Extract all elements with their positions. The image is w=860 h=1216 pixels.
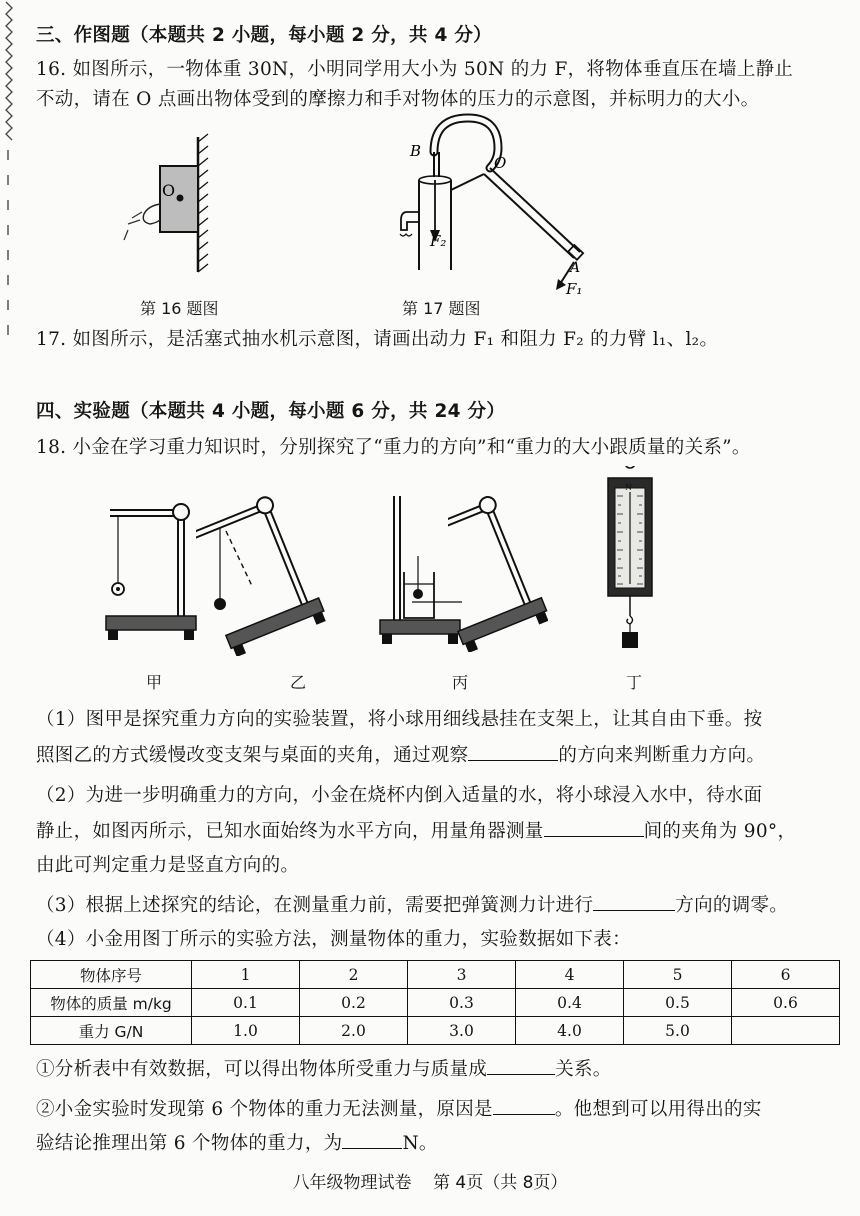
q16-text-line1: 16. 如图所示，一物体重 30N，小明同学用大小为 50N 的力 F，将物体垂直压在墙上静止 — [36, 59, 794, 80]
q18-part2-line1: （2）为进一步明确重力的方向，小金在烧杯内倒入适量的水，将小球浸入水中，待水面 — [36, 785, 763, 806]
table-cell: 2 — [300, 961, 408, 989]
figure-jia-vertical-stand — [96, 468, 206, 648]
q18-part1-line2: 照图乙的方式缓慢改变支架与桌面的夹角，通过观察 的方向来判断重力方向。 — [36, 742, 820, 770]
q18-part1-line1: （1）图甲是探究重力方向的实验装置，将小球用细线悬挂在支架上，让其自由下垂。按 — [36, 709, 763, 730]
point-o-label: O — [162, 181, 176, 200]
figure-ding-spring-scale — [600, 466, 660, 660]
footer-page-number: 第 4页（共 8页） — [432, 1173, 568, 1193]
table-header-cell: 物体的质量 m/kg — [31, 989, 192, 1017]
table-cell: 0.5 — [624, 989, 732, 1017]
q18-part2-line2: 静止，如图丙所示，已知水面始终为水平方向，用量角器测量 间的夹角为 90°， — [36, 818, 820, 846]
label-f1: F₁ — [566, 280, 583, 297]
q18-sub2-line: ②小金实验时发现第 6 个物体的重力无法测量，原因是 。他想到可以用得出的实 — [36, 1096, 820, 1124]
answer-blank-4[interactable] — [487, 1056, 555, 1075]
figure-16-block-against-wall — [110, 132, 230, 277]
page-footer — [0, 1168, 860, 1193]
table-cell: 4 — [516, 961, 624, 989]
table-cell: 3.0 — [408, 1017, 516, 1045]
table-cell: 1 — [192, 961, 300, 989]
answer-blank-2[interactable] — [544, 818, 644, 837]
q18-part3-line: （3）根据上述探究的结论，在测量重力前，需要把弹簧测力计进行 方向的调零。 — [36, 892, 820, 920]
table-cell-empty[interactable] — [732, 1017, 840, 1045]
figure-yi-caption: 乙 — [290, 673, 307, 692]
scale-unit-label: N — [625, 483, 632, 492]
answer-blank-1[interactable] — [468, 742, 558, 761]
table-row — [31, 1017, 840, 1045]
table-cell: 0.1 — [192, 989, 300, 1017]
table-cell: 6 — [732, 961, 840, 989]
table-header-cell: 重力 G/N — [31, 1017, 192, 1045]
figure-bing-caption: 丙 — [452, 673, 469, 692]
table-cell: 3 — [408, 961, 516, 989]
footer-exam-name: 八年级物理试卷 — [292, 1173, 412, 1193]
q18-sub3-line: 验结论推理出第 6 个物体的重力，为 N。 — [36, 1130, 820, 1158]
table-cell: 2.0 — [300, 1017, 408, 1045]
label-b: B — [410, 142, 422, 160]
data-table — [30, 960, 840, 1045]
section-4-title: 四、实验题（本题共 4 小题，每小题 6 分，共 24 分） — [36, 401, 506, 422]
q18-intro: 18. 小金在学习重力知识时，分别探究了“重力的方向”和“重力的大小跟质量的关系”。 — [36, 437, 751, 458]
table-cell: 5.0 — [624, 1017, 732, 1045]
figure-bing-tilted-stand — [448, 472, 548, 652]
q18-sub1-line: ①分析表中有效数据，可以得出物体所受重力与质量成 关系。 — [36, 1056, 820, 1084]
q17-text: 17. 如图所示，是活塞式抽水机示意图，请画出动力 F₁ 和阻力 F₂ 的力臂 l₁、l₂。 — [36, 329, 719, 350]
table-cell: 0.6 — [732, 989, 840, 1017]
table-header-cell: 物体序号 — [31, 961, 192, 989]
q18-part4-line: （4）小金用图丁所示的实验方法，测量物体的重力，实验数据如下表： — [36, 929, 631, 950]
label-o: O — [494, 154, 507, 172]
table-cell: 0.3 — [408, 989, 516, 1017]
table-row — [31, 961, 840, 989]
figure-yi-tilted-stand — [196, 476, 346, 656]
figure-17-caption: 第 17 题图 — [402, 299, 481, 318]
table-row — [31, 989, 840, 1017]
binding-edge-marks — [0, 0, 22, 340]
figure-16-caption: 第 16 题图 — [140, 299, 219, 318]
answer-blank-6[interactable] — [342, 1130, 402, 1149]
table-cell: 5 — [624, 961, 732, 989]
label-a: A — [570, 260, 581, 276]
answer-blank-5[interactable] — [493, 1096, 555, 1115]
answer-blank-3[interactable] — [593, 892, 675, 911]
label-f2: F₂ — [430, 232, 447, 250]
figure-17-piston-pump — [390, 112, 600, 297]
table-cell: 0.4 — [516, 989, 624, 1017]
table-cell: 1.0 — [192, 1017, 300, 1045]
section-3-title: 三、作图题（本题共 2 小题，每小题 2 分，共 4 分） — [36, 25, 492, 46]
q16-text-line2: 不动，请在 O 点画出物体受到的摩擦力和手对物体的压力的示意图，并标明力的大小。 — [36, 89, 760, 110]
table-cell: 4.0 — [516, 1017, 624, 1045]
table-cell: 0.2 — [300, 989, 408, 1017]
figure-jia-caption: 甲 — [146, 673, 163, 692]
figure-ding-caption: 丁 — [626, 673, 643, 692]
q18-part2-line3: 由此可判定重力是竖直方向的。 — [36, 855, 300, 876]
